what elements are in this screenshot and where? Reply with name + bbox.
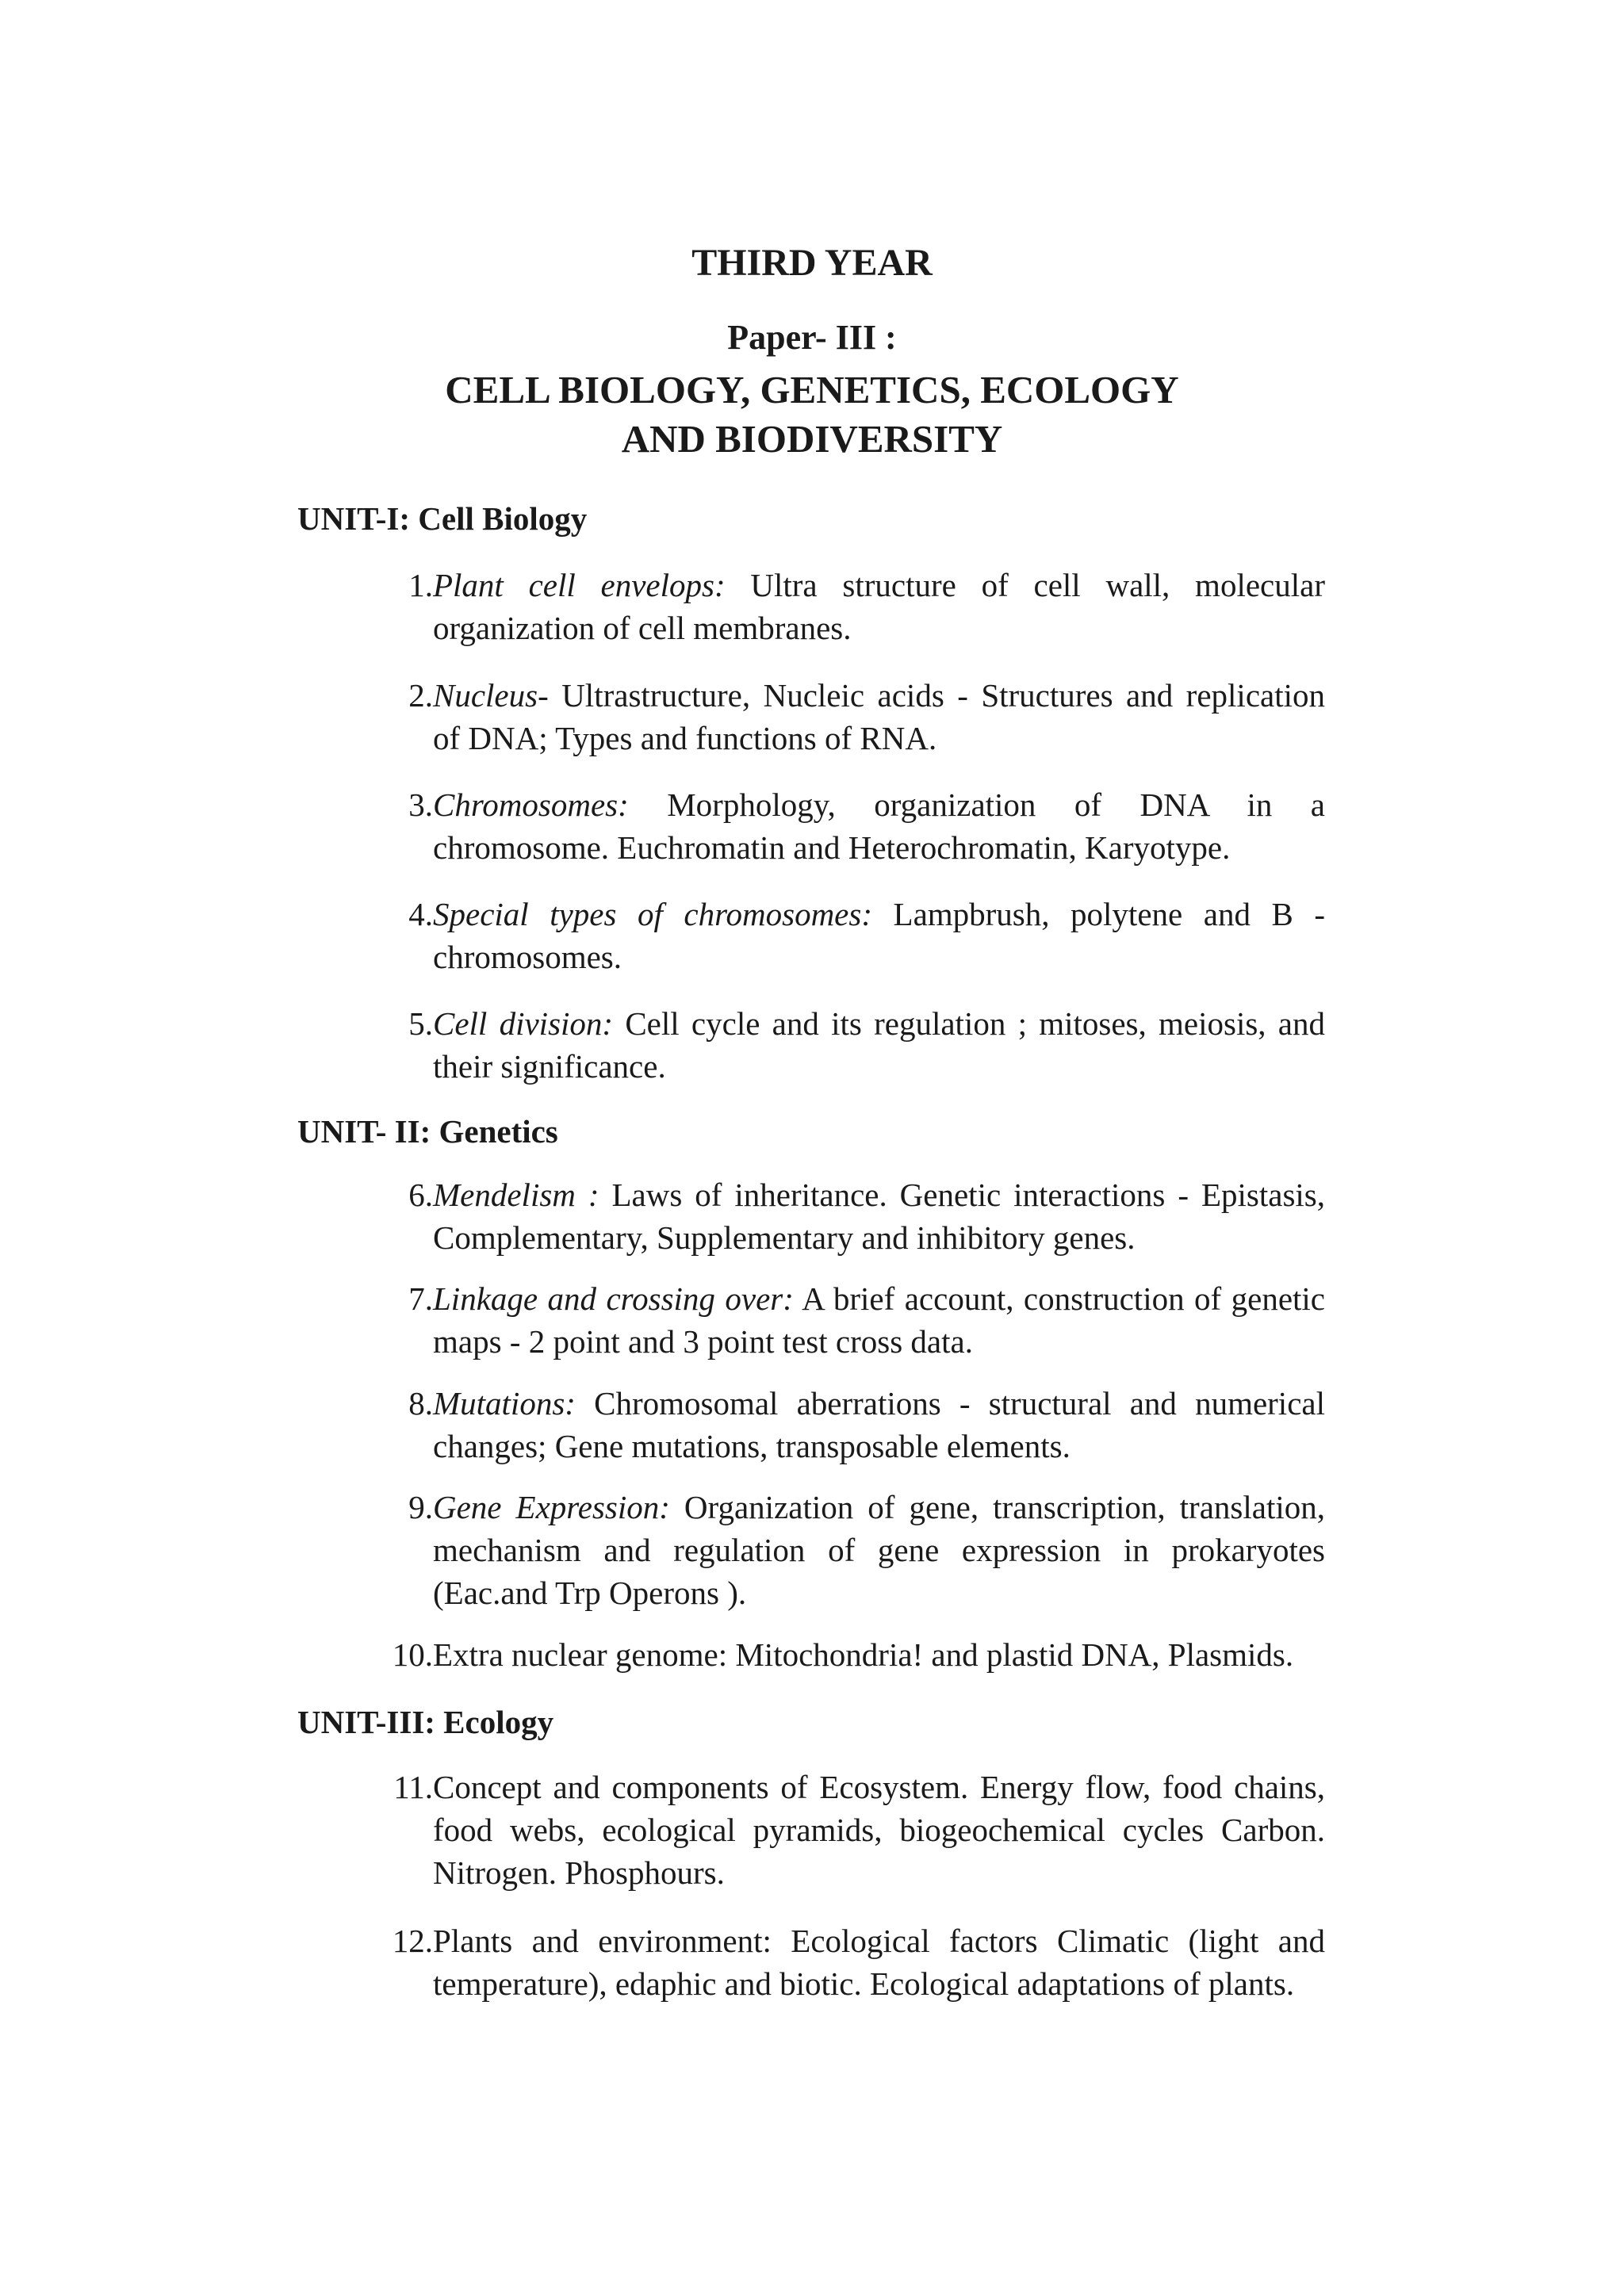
item-body [433,1486,1325,1614]
item-text: Morphology, organization of DNA in a chromosome. Euchromatin and Heterochromatin, Karyotype. [433,786,1325,866]
item-body [433,1919,1325,2005]
item-number: 7. [408,1280,433,1317]
item-topic: Nucleus [433,677,538,714]
item-number: 6. [408,1177,433,1213]
item-body [433,1382,1325,1468]
item-body [433,1173,1325,1259]
item-text: Plants and environment: Ecological factors Climatic (light and temperature), edaphic and biotic. Ecological adaptations of plants. [433,1923,1325,2002]
list-item [371,1486,1325,1614]
item-number: 12. [392,1923,433,1959]
item-text: Laws of inheritance. Genetic interactions - Epistasis, Complementary, Supplementary and inhibitory genes. [433,1177,1325,1256]
item-number: 5. [408,1005,433,1042]
item-topic: Special types of chromosomes: [433,896,872,932]
item-number: 3. [408,786,433,823]
item-body [433,1766,1325,1894]
paper-title [0,365,1624,464]
item-number: 10. [392,1636,433,1673]
unit-1-heading: UNIT-I: Cell Biology [297,500,588,537]
item-number: 2. [408,677,433,714]
paper-label: Paper- III : [727,318,897,357]
item-text: Organization of gene, transcription, translation, mechanism and regulation of gene expression in prokaryotes (Eac.and Trp Operons ). [433,1489,1325,1611]
unit-2-heading: UNIT- II: Genetics [297,1113,558,1150]
item-topic: Mendelism : [433,1177,599,1213]
item-body [433,1277,1325,1363]
item-text: - Ultrastructure, Nucleic acids - Structures and replication of DNA; Types and functions of RNA. [433,677,1325,756]
item-topic: Plant cell envelops: [433,567,726,603]
item-topic: Chromosomes: [433,786,629,823]
list-item [371,1633,1325,1676]
item-text: Ultra structure of cell wall, molecular organization of cell membranes. [433,567,1325,646]
item-text: Lampbrush, polytene and B - chromosomes. [433,896,1325,975]
item-number: 9. [408,1489,433,1525]
item-topic: Cell division: [433,1005,614,1042]
item-body [433,674,1325,760]
item-body [433,1002,1325,1088]
list-item [371,1382,1325,1468]
item-text: A brief account, construction of genetic maps - 2 point and 3 point test cross data. [433,1280,1326,1360]
item-body [433,564,1325,649]
list-item [371,893,1325,978]
item-text: Extra nuclear genome: Mitochondria! and plastid DNA, Plasmids. [433,1636,1294,1673]
item-body [433,783,1325,869]
item-topic: Linkage and crossing over: [433,1280,794,1317]
item-body [433,893,1325,978]
list-item [371,1277,1325,1363]
item-text: Chromosomal aberrations - structural and numerical changes; Gene mutations, transposable elements. [433,1385,1325,1464]
list-item [371,1002,1325,1088]
item-text: Concept and components of Ecosystem. Energy flow, food chains, food webs, ecological pyramids, biogeochemical cycles Carbon. Nitrogen. Phosphours. [433,1769,1325,1891]
item-number: 8. [408,1385,433,1422]
item-number: 4. [408,896,433,932]
list-item [371,674,1325,760]
item-topic: Mutations: [433,1385,576,1422]
item-number: 11. [393,1769,433,1805]
list-item [371,564,1325,649]
item-text: Cell cycle and its regulation ; mitoses, meiosis, and their significance. [433,1005,1326,1085]
list-item [371,1766,1325,1894]
unit-3-heading: UNIT-III: Ecology [297,1704,554,1740]
paper-title-line-1: CELL BIOLOGY, GENETICS, ECOLOGY [445,368,1179,411]
paper-title-line-2: AND BIODIVERSITY [621,417,1003,461]
list-item [371,1173,1325,1259]
item-number: 1. [408,567,433,603]
year-title: THIRD YEAR [691,242,933,284]
item-topic: Gene Expression: [433,1489,670,1525]
list-item [371,783,1325,869]
list-item [371,1919,1325,2005]
item-body [433,1633,1325,1676]
